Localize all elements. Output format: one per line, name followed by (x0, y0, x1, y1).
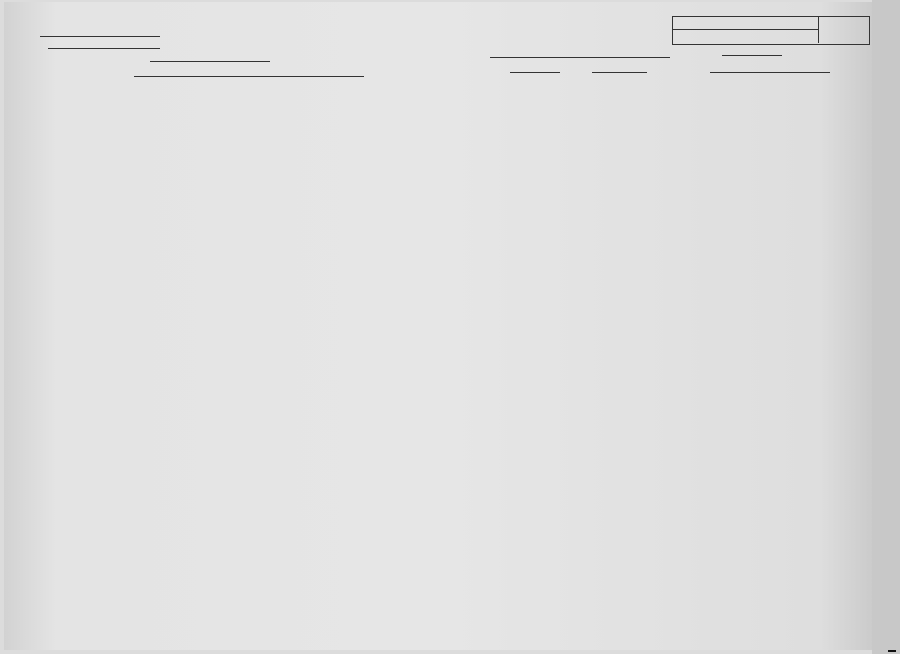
copyright-notice (888, 650, 896, 652)
